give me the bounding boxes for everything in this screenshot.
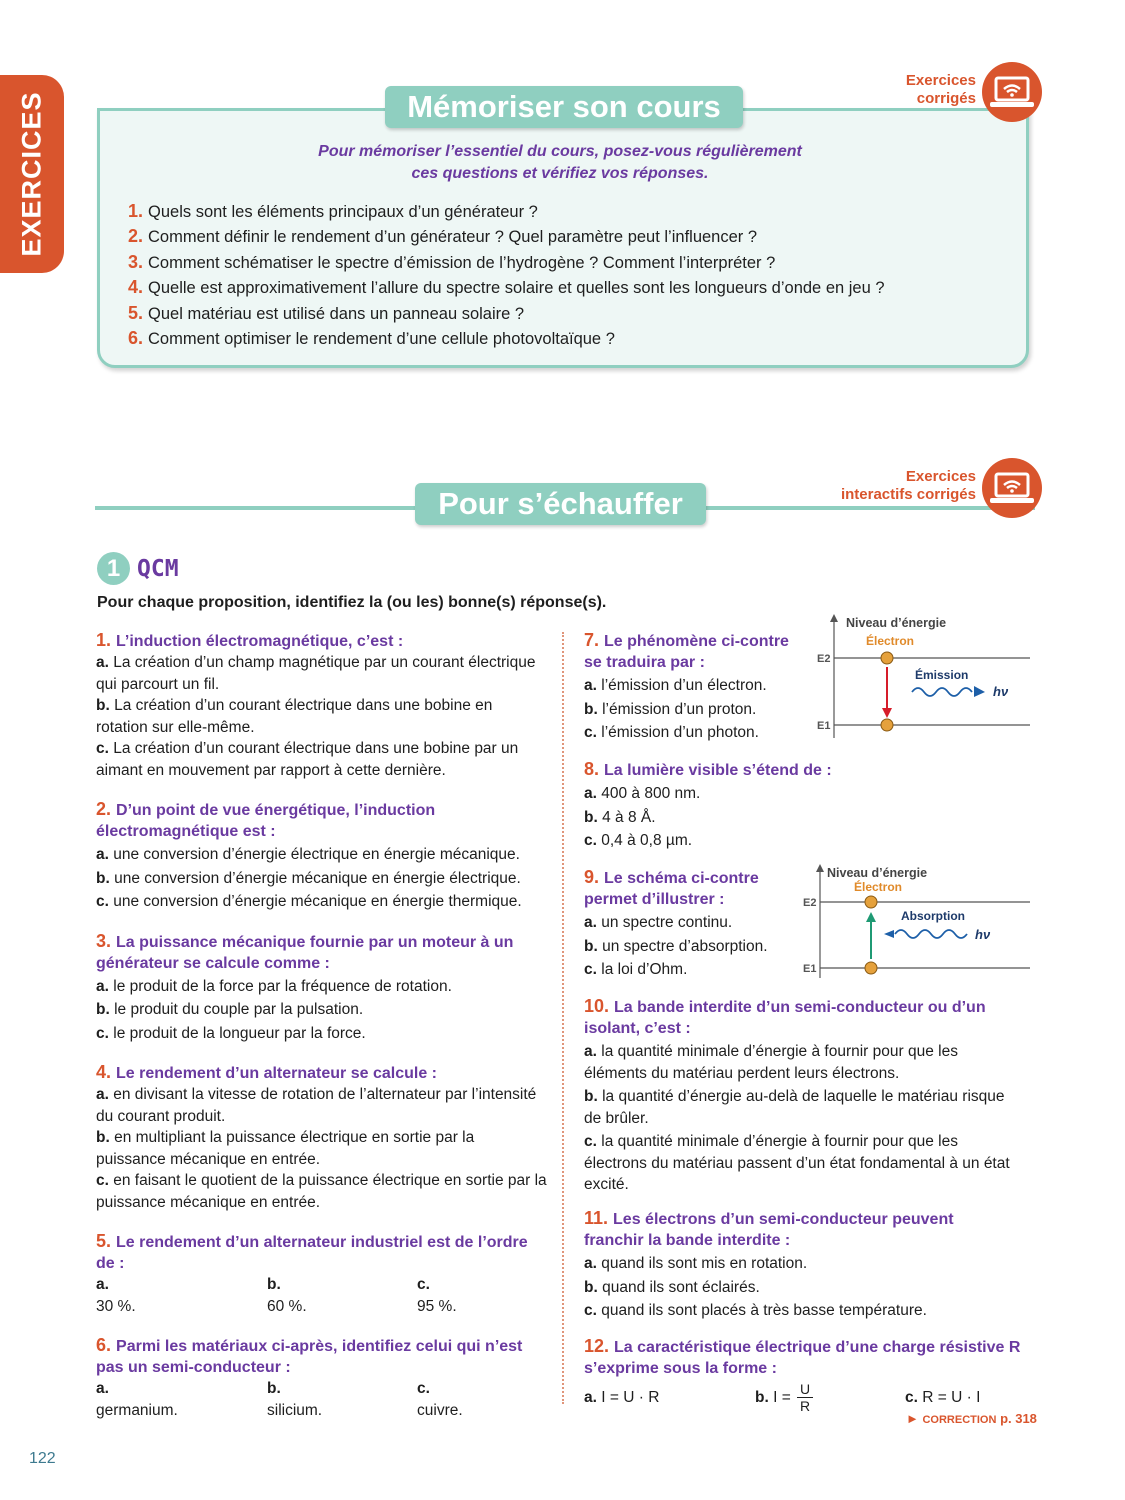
exercise-number: 1 xyxy=(97,552,130,585)
option[interactable]: c. 0,4 à 0,8 µm. xyxy=(584,832,693,849)
option[interactable]: a. la quantité minimale d’énergie à fournir pour que les éléments du matériau perdent leurs électrons. xyxy=(584,1043,958,1082)
option[interactable]: a. une conversion d’énergie électrique en énergie mécanique. xyxy=(96,846,520,863)
level-label: E1 xyxy=(803,963,817,975)
axis-label: Niveau d’énergie xyxy=(827,866,928,880)
side-tab xyxy=(0,75,64,273)
option[interactable]: c. R = U · I xyxy=(905,1389,981,1406)
option[interactable]: b. l’émission d’un proton. xyxy=(584,700,757,718)
question-3: 3. La puissance mécanique fournie par un moteur à un générateur se calcule comme : a. le produit de la force par la fréquence de rotation. b. le produit du couple par la pulsation. c. le produit de la longueur par la force. xyxy=(96,931,548,1045)
option[interactable]: b. 4 à 8 Å. xyxy=(584,808,656,826)
question-10: 10. La bande interdite d’un semi-conducteur ou d’un isolant, c’est : a. la quantité minimale d’énergie à fournir pour que les éléments du matériau perdent leurs électrons. b. la quantité d’énergie au-delà de laquelle le matériau risque de brûler. c. la quantité minimale d’énergie à fournir pour que les électrons du matériau passent d’un état fondamental à un état excité. xyxy=(584,996,1014,1196)
option[interactable]: b. La création d’un courant électrique dans une bobine en rotation sur elle-même. xyxy=(96,697,493,736)
photon-wave-icon xyxy=(912,688,972,696)
exercise-title: QCM xyxy=(137,556,179,582)
question-5: 5. Le rendement d’un alternateur industriel est de l’ordre de : a. 30 %. b. 60 %. c. 95 %. xyxy=(96,1231,548,1317)
process-label: Absorption xyxy=(901,909,965,923)
question-11: 11. Les électrons d’un semi-conducteur peuvent franchir la bande interdite : a. quand ils sont mis en rotation. b. quand ils sont éclairés. c. quand ils sont placés à très basse température. xyxy=(584,1208,1014,1322)
option[interactable]: b. I = xyxy=(755,1389,791,1406)
option[interactable]: b. une conversion d’énergie mécanique en énergie électrique. xyxy=(96,869,521,887)
memo-question: 1. Quels sont les éléments principaux d’un générateur ? xyxy=(128,201,538,221)
question-12: 12. La caractéristique électrique d’une charge résistive R s’exprime sous la forme : xyxy=(584,1336,1021,1377)
option[interactable]: c. en faisant le quotient de la puissance électrique en sortie par la puissance mécanique en entrée. xyxy=(96,1172,547,1211)
warmup-corner-label[interactable]: Exercices interactifs corrigés xyxy=(840,468,976,503)
memo-intro: Pour mémoriser l’essentiel du cours, posez-vous régulièrement ces questions et vérifiez vos réponses. xyxy=(318,143,802,182)
photon-label: hν xyxy=(993,684,1009,699)
memo-question: 4. Quelle est approximativement l’allure du spectre solaire et quelles sont les longueurs d’onde en jeu ? xyxy=(128,277,885,298)
exercise-instruction: Pour chaque proposition, identifiez la (ou les) bonne(s) réponse(s). xyxy=(97,594,607,611)
option[interactable]: a. un spectre continu. xyxy=(584,914,733,931)
question-9: 9. Le schéma ci-contre permet d’illustrer : a. un spectre continu. b. un spectre d’absorption. c. la loi d’Ohm. xyxy=(584,867,789,981)
option[interactable]: b. le produit du couple par la pulsation. xyxy=(96,1001,364,1018)
electron-icon xyxy=(881,652,893,664)
option[interactable]: b. en multipliant la puissance électrique en sortie par la puissance mécanique en entrée. xyxy=(96,1129,475,1168)
electron-label: Électron xyxy=(866,634,915,648)
side-tab-label: EXERCICES xyxy=(16,91,47,257)
option[interactable]: c. la loi d’Ohm. xyxy=(584,961,688,978)
option[interactable]: b. silicium. xyxy=(267,1380,323,1419)
option[interactable]: a. 400 à 800 nm. xyxy=(584,785,701,802)
level-label: E2 xyxy=(817,653,831,665)
memo-question: 5. Quel matériau est utilisé dans un panneau solaire ? xyxy=(128,302,525,323)
memo-question: 6. Comment optimiser le rendement d’une cellule photovoltaïque ? xyxy=(128,327,615,348)
memo-question: 3. Comment schématiser le spectre d’émission de l’hydrogène ? Comment l’interpréter ? xyxy=(128,251,776,272)
option[interactable]: b. la quantité d’énergie au-delà de laquelle le matériau risque de brûler. xyxy=(584,1088,1005,1127)
correction-link[interactable]: ► CORRECTION p. 318 xyxy=(906,1411,1037,1426)
option[interactable]: b. un spectre d’absorption. xyxy=(584,937,768,955)
axis-label: Niveau d’énergie xyxy=(846,616,947,630)
option[interactable]: c. 95 %. xyxy=(417,1276,457,1315)
emission-diagram xyxy=(812,612,1034,742)
question-2: 2. D’un point de vue énergétique, l’induction électromagnétique est : a. une conversion d’énergie électrique en énergie mécanique. b. une conversion d’énergie mécanique en énergie électrique. c. une conversion d’énergie mécanique en énergie thermique. xyxy=(96,799,548,913)
option[interactable]: a. germanium. xyxy=(96,1380,178,1419)
option[interactable]: b. quand ils sont éclairés. xyxy=(584,1278,760,1296)
laptop-icon[interactable] xyxy=(982,62,1042,122)
level-label: E1 xyxy=(817,720,831,732)
electron-label: Électron xyxy=(854,880,903,894)
option[interactable]: a. quand ils sont mis en rotation. xyxy=(584,1255,808,1272)
question-1: 1. L’induction électromagnétique, c’est : a. La création d’un champ magnétique par un courant électrique qui parcourt un fil. b. La création d’un courant électrique dans une bobine en rotation sur elle-même. c. La création d’un courant électrique dans une bobine par un aimant en mouvement par rapport à cette dernière. xyxy=(96,630,548,781)
option[interactable]: a. La création d’un champ magnétique par un courant électrique qui parcourt un fil. xyxy=(96,654,536,693)
warmup-title: Pour s’échauffer xyxy=(415,483,706,525)
option[interactable]: c. quand ils sont placés à très basse température. xyxy=(584,1302,927,1319)
option[interactable]: c. l’émission d’un photon. xyxy=(584,724,759,741)
memo-title: Mémoriser son cours xyxy=(385,86,743,128)
page-number: 122 xyxy=(29,1450,56,1467)
option[interactable]: c. la quantité minimale d’énergie à fournir pour que les électrons du matériau passent d’un état fondamental à un état excité. xyxy=(584,1133,1010,1193)
option[interactable]: a. 30 %. xyxy=(96,1276,136,1315)
question-8: 8. La lumière visible s’étend de : a. 400 à 800 nm. b. 4 à 8 Å. c. 0,4 à 0,8 µm. xyxy=(584,759,884,852)
option[interactable]: c. cuivre. xyxy=(417,1380,463,1419)
option[interactable]: c. une conversion d’énergie mécanique en énergie thermique. xyxy=(96,893,522,910)
photon-wave-icon xyxy=(895,930,967,938)
option[interactable]: a. l’émission d’un électron. xyxy=(584,677,767,694)
column-divider xyxy=(562,632,564,1404)
electron-icon xyxy=(865,962,877,974)
photon-label: hν xyxy=(975,927,991,942)
memo-question: 2. Comment définir le rendement d’un générateur ? Quel paramètre peut l’influencer ? xyxy=(128,226,758,247)
option[interactable]: a. I = U · R xyxy=(584,1389,660,1406)
electron-icon xyxy=(881,719,893,731)
fraction: U R xyxy=(797,1381,813,1414)
option[interactable]: a. le produit de la force par la fréquence de rotation. xyxy=(96,977,452,995)
left-column xyxy=(96,630,548,1435)
level-label: E2 xyxy=(803,897,817,909)
memo-corner-label[interactable]: Exercices corrigés xyxy=(905,72,976,107)
absorption-diagram xyxy=(800,862,1032,982)
option[interactable]: a. en divisant la vitesse de rotation de l’alternateur par l’intensité du courant produit. xyxy=(96,1086,537,1125)
question-4: 4. Le rendement d’un alternateur se calcule : a. en divisant la vitesse de rotation de l’alternateur par l’intensité du courant produit. b. en multipliant la puissance électrique en sortie par la puissance mécanique en entrée. c. en faisant le quotient de la puissance électrique en sortie par la puissance mécanique en entrée. xyxy=(96,1062,548,1213)
electron-icon xyxy=(865,896,877,908)
option[interactable]: c. le produit de la longueur par la force. xyxy=(96,1024,366,1042)
laptop-icon[interactable] xyxy=(982,458,1042,518)
question-7: 7. Le phénomène ci-contre se traduira par : a. l’émission d’un électron. b. l’émission d’un proton. c. l’émission d’un photon. xyxy=(584,630,809,744)
process-label: Émission xyxy=(915,668,969,682)
question-6: 6. Parmi les matériaux ci-après, identifiez celui qui n’est pas un semi-conducteur : a. germanium. b. silicium. c. cuivre. xyxy=(96,1335,548,1421)
memo-question-list xyxy=(128,199,885,351)
option[interactable]: b. 60 %. xyxy=(267,1276,307,1315)
option[interactable]: c. La création d’un courant électrique dans une bobine par un aimant en mouvement par rapport à cette dernière. xyxy=(96,740,519,779)
